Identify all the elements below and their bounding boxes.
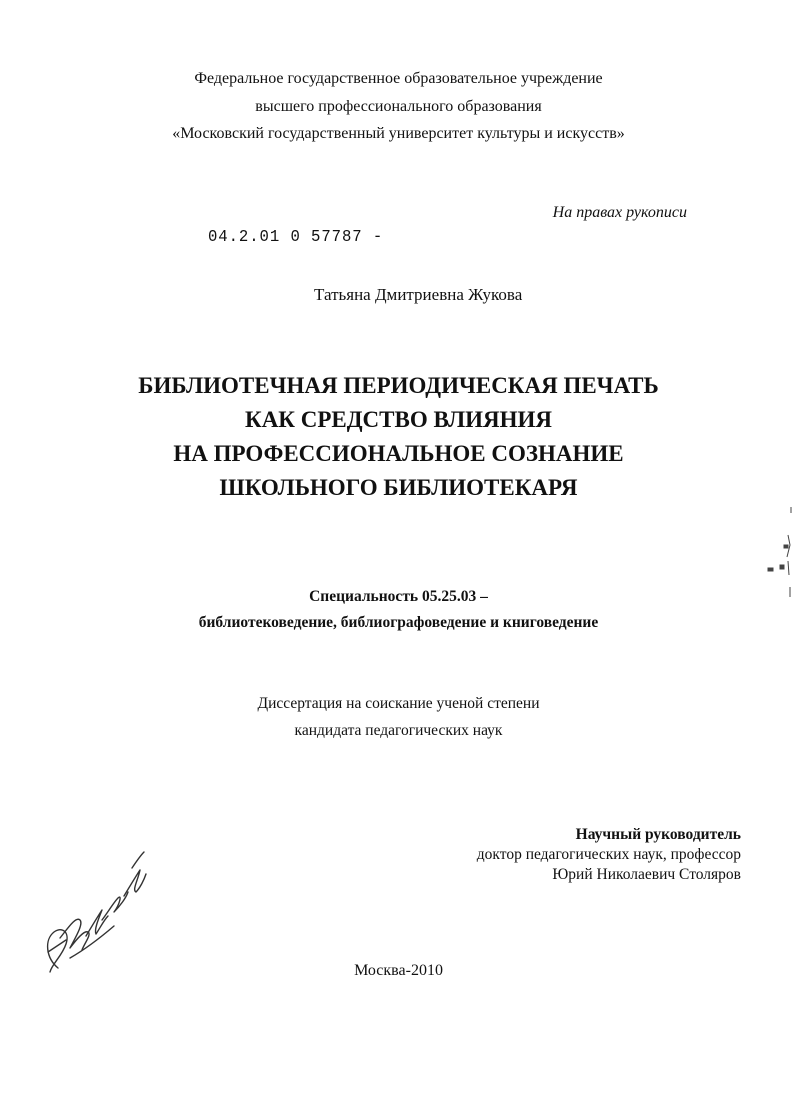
registration-code: 04.2.01 0 57787 -: [208, 228, 384, 247]
advisor-name: Юрий Николаевич Столяров: [552, 866, 741, 883]
advisor-block: [477, 825, 741, 885]
manuscript-note: На правах рукописи: [552, 204, 687, 221]
title-line-3: НА ПРОФЕССИОНАЛЬНОЕ СОЗНАНИЕ: [173, 441, 624, 466]
scan-edge-marks: [758, 505, 797, 600]
institution-line-1: Федеральное государственное образовательное учреждение: [194, 70, 603, 87]
title-line-2: КАК СРЕДСТВО ВЛИЯНИЯ: [245, 407, 552, 432]
advisor-degree: доктор педагогических наук, профессор: [476, 846, 741, 863]
title-line-4: ШКОЛЬНОГО БИБЛИОТЕКАРЯ: [219, 475, 578, 500]
title-line-1: БИБЛИОТЕЧНАЯ ПЕРИОДИЧЕСКАЯ ПЕЧАТЬ: [138, 373, 659, 398]
institution-line-2: высшего профессионального образования: [255, 98, 542, 115]
institution-line-3: «Московский государственный университет культуры и искусств»: [172, 125, 625, 142]
dissertation-line-1: Диссертация на соискание ученой степени: [257, 695, 540, 712]
dissertation-line-2: кандидата педагогических наук: [294, 722, 503, 739]
city-year: Москва-2010: [354, 962, 443, 979]
author-name: Татьяна Дмитриевна Жукова: [314, 285, 523, 304]
specialty-code: Специальность 05.25.03 –: [309, 588, 488, 605]
advisor-heading: Научный руководитель: [575, 826, 741, 843]
handwritten-signature: [40, 840, 150, 980]
specialty-name: библиотековедение, библиографоведение и книговедение: [198, 614, 599, 631]
